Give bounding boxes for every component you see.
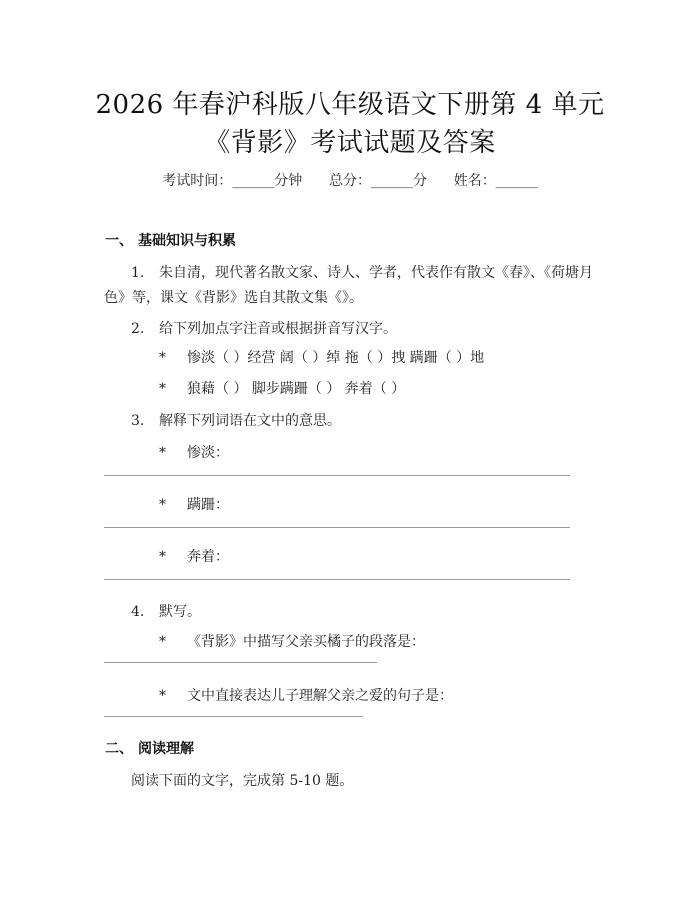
- question-number: 4.: [131, 604, 145, 620]
- question-1-line-2: 色》等，课文《背影》选自其散文集《》。: [104, 290, 363, 306]
- question-3-item-3: [159, 546, 229, 566]
- question-number: 1.: [131, 265, 145, 281]
- section-number: 一、: [105, 233, 133, 249]
- section-heading-2: [105, 738, 194, 758]
- question-2-item-1: [159, 347, 484, 367]
- question-2-item-2: [159, 378, 405, 398]
- section-label: 阅读理解: [138, 741, 194, 757]
- question-4-item-2: [159, 685, 453, 705]
- bullet-marker: *: [159, 350, 166, 366]
- answer-line[interactable]: [104, 527, 570, 528]
- section-label: 基础知识与积累: [138, 233, 236, 249]
- bullet-marker: *: [159, 497, 166, 513]
- answer-line[interactable]: [104, 662, 377, 663]
- item-text: 《背影》中描写父亲买橘子的段落是：: [187, 634, 425, 650]
- bullet-marker: *: [159, 688, 166, 704]
- item-text: 文中直接表达儿子理解父亲之爱的句子是：: [187, 688, 453, 704]
- exam-info: 考试时间：______分钟 总分：______分 姓名：______: [162, 173, 538, 189]
- section-number: 二、: [105, 741, 133, 757]
- item-text: 蹒跚：: [187, 497, 229, 513]
- item-text: 奔着：: [187, 549, 229, 565]
- title-line-1: 2026 年春沪科版八年级语文下册第 4 单元: [95, 90, 605, 120]
- question-3: [131, 410, 341, 430]
- question-2: [131, 318, 397, 338]
- reading-intro: 阅读下面的文字，完成第 5-10 题。: [131, 773, 354, 789]
- item-text: 狼藉（ ） 脚步蹒跚（ ） 奔着（ ）: [187, 381, 406, 397]
- bullet-marker: *: [159, 549, 166, 565]
- bullet-marker: *: [159, 634, 166, 650]
- title-line-2: 《背影》考试试题及答案: [204, 128, 496, 158]
- question-text: 朱自清，现代著名散文家、诗人、学者，代表作有散文《春》、《荷塘月: [159, 265, 593, 281]
- question-text: 解释下列词语在文中的意思。: [159, 413, 341, 429]
- bullet-marker: *: [159, 381, 166, 397]
- question-3-item-2: [159, 494, 229, 514]
- question-4-item-1: [159, 631, 425, 651]
- answer-line[interactable]: [104, 475, 570, 476]
- question-3-item-1: [159, 442, 229, 462]
- answer-line[interactable]: [104, 716, 363, 717]
- question-number: 2.: [131, 321, 145, 337]
- question-1-line-1: [131, 262, 593, 282]
- question-text: 默写。: [159, 604, 201, 620]
- question-text: 给下列加点字注音或根据拼音写汉字。: [159, 321, 397, 337]
- bullet-marker: *: [159, 445, 166, 461]
- question-number: 3.: [131, 413, 145, 429]
- item-text: 惨淡（ ）经营 阔（ ）绰 拖（ ）拽 蹒跚（ ）地: [187, 350, 485, 366]
- question-4: [131, 601, 201, 621]
- section-heading-1: [105, 230, 236, 250]
- item-text: 惨淡：: [187, 445, 229, 461]
- answer-line[interactable]: [104, 579, 570, 580]
